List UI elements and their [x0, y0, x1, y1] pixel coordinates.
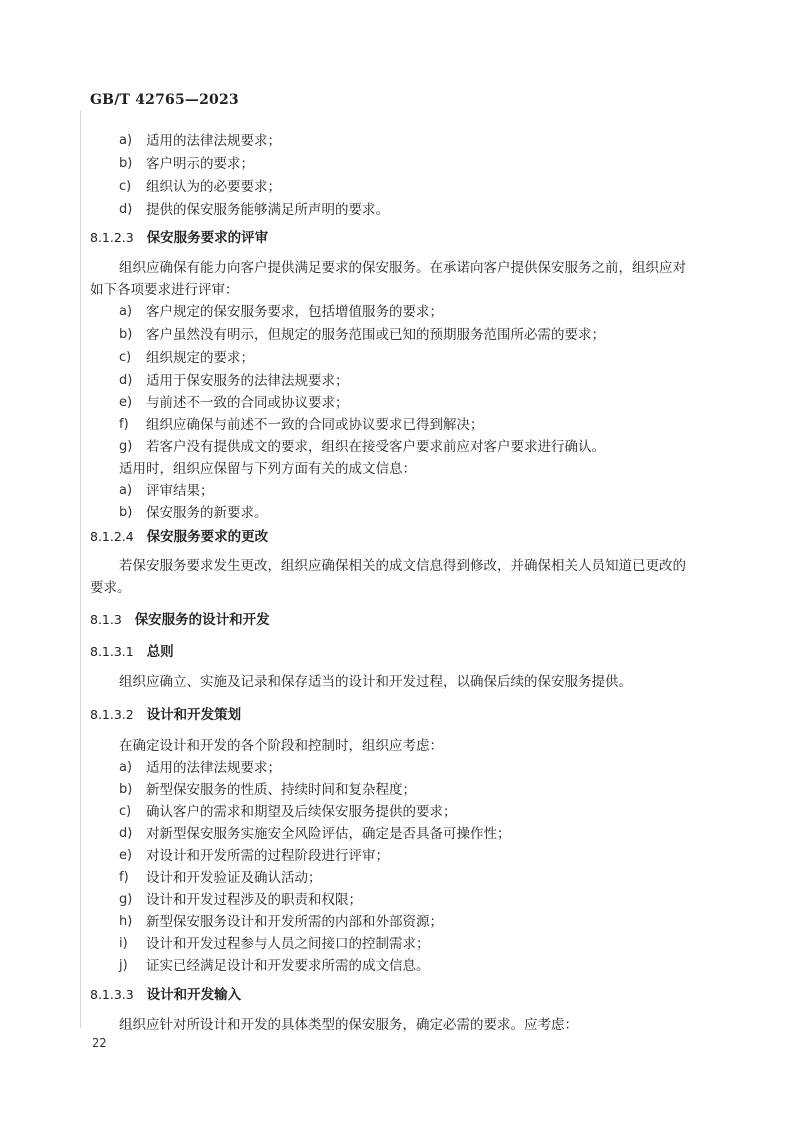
paragraph-line: 在确定设计和开发的各个阶段和控制时，组织应考虑： [119, 738, 443, 754]
section-title: 保安服务要求的评审 [146, 230, 269, 246]
section-heading-8-1-3-2 [90, 706, 241, 724]
list-item-letter: d) [119, 826, 133, 841]
section-heading-8-1-3-1 [90, 643, 174, 661]
list-item-text: 适用的法律法规要求； [146, 760, 281, 776]
list-item-letter: c) [119, 804, 132, 819]
list-item-text: 与前述不一致的合同或协议要求； [146, 395, 349, 411]
list-item-letter: h) [119, 914, 133, 929]
list-item-text: 设计和开发过程参与人员之间接口的控制需求； [146, 936, 430, 952]
list-item-letter: f) [119, 417, 129, 432]
list-item-letter: c) [119, 350, 132, 365]
list-item-letter: i) [119, 936, 128, 951]
paragraph-line: 要求。 [90, 580, 131, 596]
list-item-letter: b) [119, 327, 133, 342]
section-title: 设计和开发输入 [146, 987, 242, 1003]
list-item-letter: e) [119, 395, 133, 410]
list-item-letter: c) [119, 179, 132, 194]
list-item-text: 设计和开发过程涉及的职责和权限； [146, 892, 362, 908]
list-item-letter: g) [119, 892, 133, 907]
paragraph-line: 组织应确保有能力向客户提供满足要求的保安服务。在承诺向客户提供保安服务之前，组织应对 [119, 260, 686, 276]
section-number: 8.1.3.3 [90, 987, 134, 1002]
list-item-text: 新型保安服务设计和开发所需的内部和外部资源； [146, 914, 443, 930]
list-item-text: 组织规定的要求； [146, 350, 254, 366]
list-item-text: 客户明示的要求； [146, 156, 254, 172]
section-number: 8.1.2.4 [90, 529, 134, 544]
section-heading-8-1-3-3 [90, 986, 241, 1004]
list-item-text: 评审结果； [146, 483, 214, 499]
section-number: 8.1.2.3 [90, 230, 134, 245]
section-number: 8.1.3.2 [90, 707, 134, 722]
list-item-text: 确认客户的需求和期望及后续保安服务提供的要求； [146, 804, 457, 820]
list-item-letter: a) [119, 760, 133, 775]
list-item-text: 提供的保安服务能够满足所声明的要求。 [146, 202, 389, 218]
list-item-letter: b) [119, 782, 133, 797]
section-number: 8.1.3.1 [90, 644, 134, 659]
section-heading-8-1-3 [90, 611, 270, 629]
list-item-text: 证实已经满足设计和开发要求所需的成文信息。 [146, 958, 430, 974]
page-number: 22 [92, 1036, 107, 1050]
list-item-letter: a) [119, 483, 133, 498]
section-heading-8-1-2-4 [90, 528, 268, 546]
list-item-text: 客户规定的保安服务要求，包括增值服务的要求； [146, 304, 443, 320]
list-item-text: 设计和开发验证及确认活动； [146, 870, 322, 886]
list-item-text: 对新型保安服务实施安全风险评估，确定是否具备可操作性； [146, 826, 511, 842]
list-item-text: 若客户没有提供成文的要求，组织在接受客户要求前应对客户要求进行确认。 [146, 439, 605, 455]
section-heading-8-1-2-3 [90, 229, 268, 247]
paragraph-line: 如下各项要求进行评审： [90, 282, 239, 298]
list-item-letter: d) [119, 202, 133, 217]
list-item-text: 新型保安服务的性质、持续时间和复杂程度； [146, 782, 416, 798]
list-item-letter: b) [119, 505, 133, 520]
section-title: 保安服务的设计和开发 [134, 612, 270, 628]
list-item-letter: a) [119, 133, 133, 148]
list-item-text: 组织应确保与前述不一致的合同或协议要求已得到解决； [146, 417, 484, 433]
list-item-text: 适用于保安服务的法律法规要求； [146, 373, 349, 389]
list-item-text: 客户虽然没有明示，但规定的服务范围或已知的预期服务范围所必需的要求； [146, 327, 605, 343]
list-item-text: 适用的法律法规要求； [146, 133, 281, 149]
list-item-letter: j) [119, 958, 128, 973]
list-item-text: 组织认为的必要要求； [146, 179, 281, 195]
standard-number-header: GB/T 42765—2023 [90, 92, 239, 108]
list-item-letter: b) [119, 156, 133, 171]
paragraph-line: 若保安服务要求发生更改，组织应确保相关的成文信息得到修改，并确保相关人员知道已更改的 [119, 558, 686, 574]
paragraph-line: 组织应针对所设计和开发的具体类型的保安服务，确定必需的要求。应考虑： [119, 1017, 578, 1033]
list-item-text: 对设计和开发所需的过程阶段进行评审； [146, 848, 389, 864]
list-item-letter: d) [119, 373, 133, 388]
list-item-text: 保安服务的新要求。 [146, 505, 268, 521]
section-title: 总则 [146, 644, 174, 660]
section-title: 设计和开发策划 [146, 707, 242, 723]
section-title: 保安服务要求的更改 [146, 529, 269, 545]
list-item-letter: e) [119, 848, 133, 863]
paragraph-line: 组织应确立、实施及记录和保存适当的设计和开发过程，以确保后续的保安服务提供。 [119, 674, 632, 690]
list-item-letter: a) [119, 304, 133, 319]
list-item-letter: f) [119, 870, 129, 885]
section-number: 8.1.3 [90, 612, 122, 627]
left-margin-rule [80, 110, 81, 1028]
paragraph-line: 适用时，组织应保留与下列方面有关的成文信息： [119, 461, 416, 477]
list-item-letter: g) [119, 439, 133, 454]
